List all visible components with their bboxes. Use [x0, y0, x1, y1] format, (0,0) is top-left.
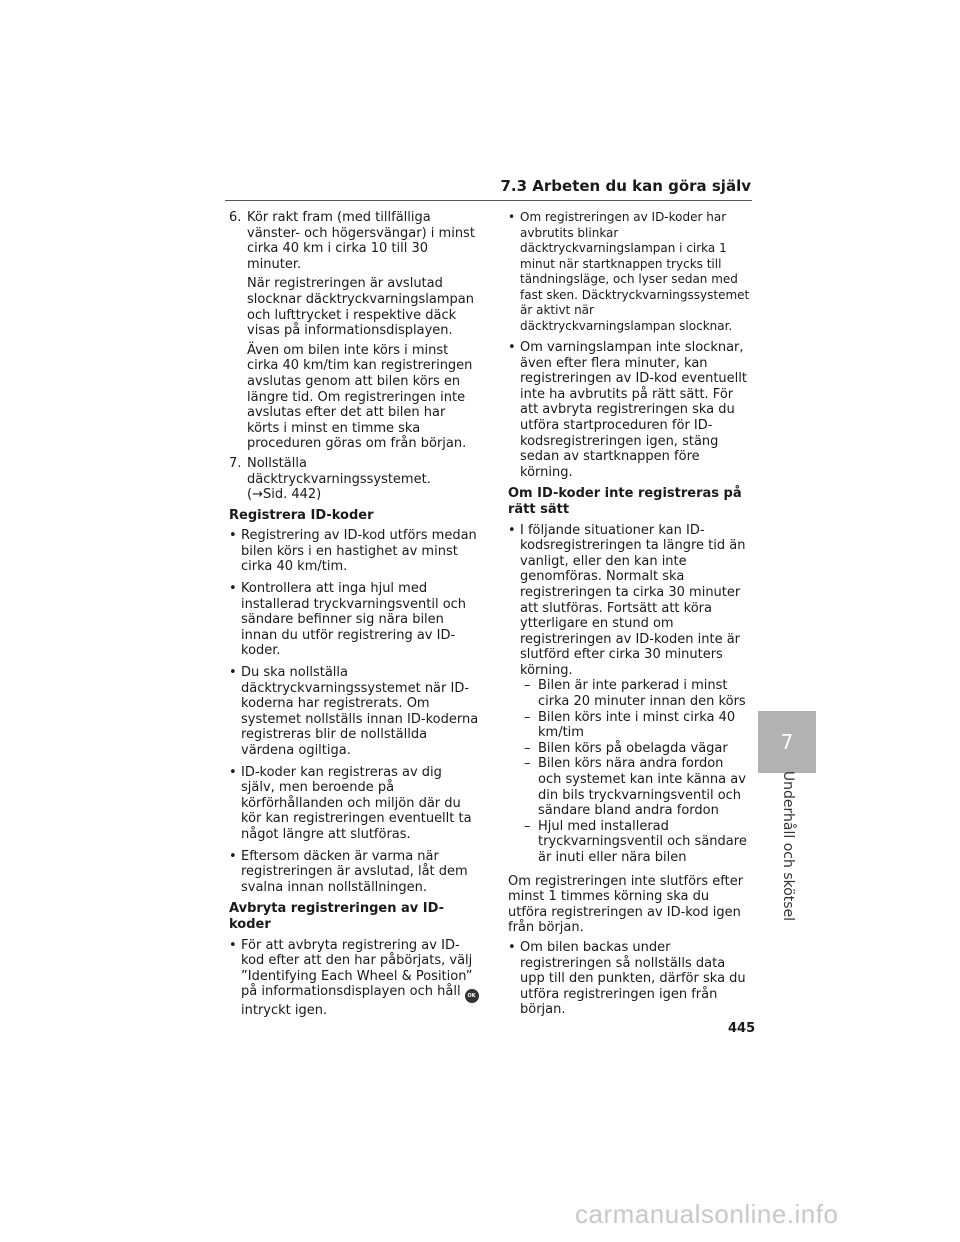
- right-column: [508, 210, 750, 1024]
- left-column: [229, 210, 479, 1025]
- step-6-note-2: Även om bilen inte körs i minst cirka 40 km/tim kan registreringen avslutas genom att bilen körs en längre tid. Om registreringen inte avslutas efter det att bilen har körts i minst en timme ska proceduren göras om från början.: [247, 342, 473, 452]
- list-item: • Om bilen backas under registreringen så nollställs data upp till den punkten, därför ska du utföra registreringen igen från början.: [508, 940, 750, 1018]
- header-divider: [225, 200, 752, 201]
- situations-text: • I följande situationer kan ID-kodsregistreringen ta längre tid än vanligt, eller den kan inte genomföras. Normalt ska registreringen ta cirka 30 minuter att slutföras. Fortsätt att köra ytterligare en stund om registreringen av ID-koden inte är slutförd efter cirka 30 minuters körning.: [520, 522, 746, 678]
- step-number: 6.: [229, 210, 242, 225]
- page-number: 445: [728, 1021, 756, 1036]
- dash-item: – Bilen körs nära andra fordon och systemet kan inte känna av din bils tryckvarningsventil och sändare bland andra fordon: [524, 756, 746, 819]
- chapter-label: Underhåll och skötsel: [779, 770, 796, 922]
- step-6-text: Kör rakt fram (med tillfälliga vänster- och högersvängar) i minst cirka 40 km i cirka 10 till 30 minuter.: [247, 210, 475, 272]
- paragraph-hour: Om registreringen inte slutförs efter minst 1 timmes körning ska du utföra registreringen av ID-kod igen från början.: [508, 873, 744, 936]
- dash-item: – Bilen körs inte i minst cirka 40 km/tim: [524, 709, 736, 741]
- ok-button-icon: OK: [465, 989, 479, 1003]
- list-item: • Du ska nollställa däcktryckvarningssystemet när ID-koderna har registrerats. Om systemet nollställs innan ID-koderna registreras blir de nollställda värdena ogiltiga.: [229, 665, 479, 759]
- dash-list: [524, 678, 750, 865]
- step-7: [229, 456, 479, 503]
- section-title: 7.3 Arbeten du kan göra själv: [500, 177, 751, 195]
- step-number: 7.: [229, 455, 242, 471]
- list-item: • Om registreringen av ID-koder har avbrutits blinkar däcktryckvarningslampan i cirka 1 minut när startknappen trycks till tändningsläge, och lyser sedan med fast sken. Däcktryckvarningssystemet är aktivt när däcktryckvarningslampan slocknar.: [508, 210, 750, 334]
- step-7-text: Nollställa däcktryckvarningssystemet.: [247, 455, 431, 487]
- watermark: carmanualsonline.info: [575, 1199, 839, 1229]
- list-item: • Om varningslampan inte slocknar, även efter flera minuter, kan registreringen av ID-kod eventuellt inte ha avbrutits på rätt sätt. För att avbryta registreringen ska du utföra startproceduren för ID-kodsregistreringen igen, stäng sedan av startknappen före körning.: [508, 340, 750, 480]
- list-item: • ID-koder kan registreras av dig själv, men beroende på körförhållanden och miljön där du kör kan registreringen eventuellt ta något längre att slutföras.: [229, 765, 479, 843]
- list-item: [229, 938, 479, 1019]
- list-item: [508, 523, 750, 866]
- cancel-text: För att avbryta registrering av ID-kod efter att den har påbörjats, välj ”Identifying Each Wheel & Position” på informationsdisplayen och håll: [241, 937, 473, 1000]
- list-item: • Registrering av ID-kod utförs medan bilen körs i en hastighet av minst cirka 40 km/tim.: [229, 528, 479, 575]
- heading-cancel-registration: Avbryta registreringen av ID-koder: [229, 901, 445, 932]
- dash-item: – Hjul med installerad tryckvarningsventil och sändare är inuti eller nära bilen: [524, 818, 747, 865]
- dash-item: – Bilen är inte parkerad i minst cirka 20 minuter innan den körs: [524, 678, 746, 710]
- cancel-text-end: intryckt igen.: [241, 1003, 328, 1019]
- list-item: • Eftersom däcken är varma när registreringen är avslutad, låt dem svalna innan nollställningen.: [229, 849, 479, 896]
- heading-register-id: Registrera ID-koder: [229, 507, 374, 523]
- heading-not-registered: Om ID-koder inte registreras på rätt sätt: [508, 486, 742, 517]
- dash-item: – Bilen körs på obelagda vägar: [524, 740, 728, 756]
- page-reference-link[interactable]: (→Sid. 442): [247, 487, 322, 503]
- chapter-tab: 7: [758, 711, 816, 773]
- step-6: [229, 210, 479, 452]
- list-item: • Kontrollera att inga hjul med installerad tryckvarningsventil och sändare befinner sig nära bilen innan du utför registrering av ID-koder.: [229, 581, 479, 659]
- step-6-note-1: När registreringen är avslutad slocknar däcktryckvarningslampan och lufttrycket i respektive däck visas på informationsdisplayen.: [247, 276, 474, 339]
